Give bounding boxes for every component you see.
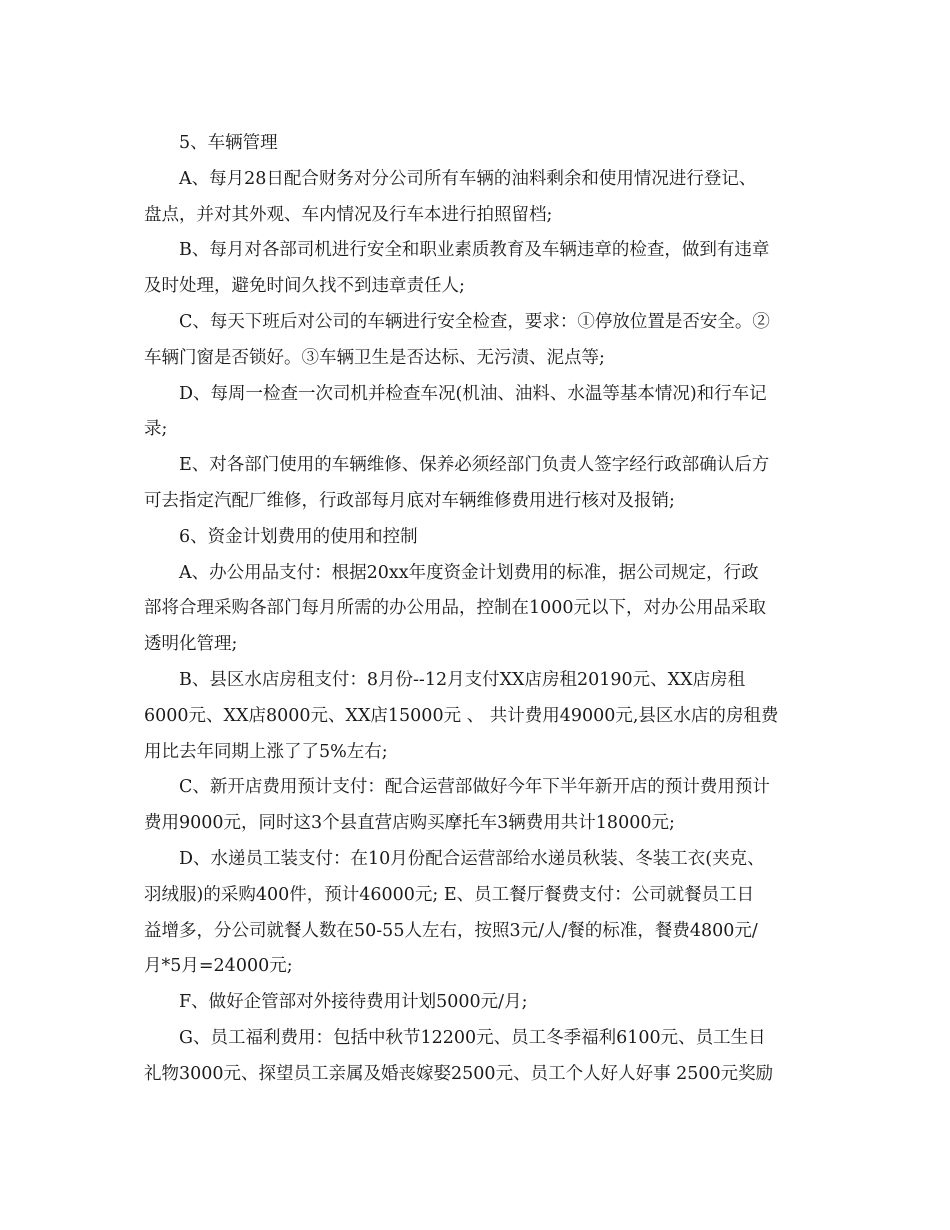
text-line: D、每周一检查一次司机并检查车况(机油、油料、水温等基本情况)和行车记	[179, 383, 767, 404]
text-line: 益增多，分公司就餐人数在50-55人左右，按照3元/人/餐的标准，餐费4800元/	[144, 920, 758, 941]
text-line: 部将合理采购各部门每月所需的办公用品，控制在1000元以下，对办公用品采取	[144, 598, 767, 619]
text-line: A、办公用品支付：根据20xx年度资金计划费用的标准，据公司规定，行政	[179, 562, 759, 583]
text-line: 及时处理，避免时间久找不到违章责任人;	[144, 276, 465, 297]
text-line: 5、车辆管理	[179, 133, 278, 153]
text-line: G、员工福利费用：包括中秋节12200元、员工冬季福利6100元、员工生日	[179, 1027, 766, 1048]
text-line: 费用9000元，同时这3个县直营店购买摩托车3辆费用共计18000元;	[144, 813, 675, 834]
text-line: C、新开店费用预计支付：配合运营部做好今年下半年新开店的预计费用预计	[179, 777, 770, 798]
text-line: 车辆门窗是否锁好。③车辆卫生是否达标、无污渍、泥点等;	[144, 347, 605, 368]
text-line: B、县区水店房租支付：8月份--12月支付XX店房租20190元、XX店房租	[179, 669, 746, 690]
text-line: B、每月对各部司机进行安全和职业素质教育及车辆违章的检查，做到有违章	[179, 240, 770, 261]
text-line: F、做好企管部对外接待费用计划5000元/月;	[179, 992, 528, 1013]
text-line: 6000元、XX店8000元、XX店15000元 、 共计费用49000元,县区水店的房租费	[144, 705, 779, 726]
document-body	[144, 126, 804, 1093]
text-line: D、水递员工装支付：在10月份配合运营部给水递员秋装、冬装工衣(夹克、	[179, 848, 765, 869]
text-line: 可去指定汽配厂维修，行政部每月底对车辆维修费用进行核对及报销;	[144, 490, 675, 511]
text-line: 礼物3000元、探望员工亲属及婚丧嫁娶2500元、员工个人好人好事 2500元奖励	[144, 1063, 774, 1084]
text-line: 月*5月=24000元;	[144, 956, 293, 977]
text-line: A、每月28日配合财务对分公司所有车辆的油料剩余和使用情况进行登记、	[179, 168, 757, 189]
text-line: 羽绒服)的采购400件，预计46000元; E、员工餐厅餐费支付：公司就餐员工日	[144, 884, 755, 905]
text-line: E、对各部门使用的车辆维修、保养必须经部门负责人签字经行政部确认后方	[179, 455, 770, 476]
text-line: 用比去年同期上涨了了5%左右;	[144, 741, 388, 762]
text-line: 盘点，并对其外观、车内情况及行车本进行拍照留档;	[144, 204, 553, 225]
text-line: C、每天下班后对公司的车辆进行安全检查，要求：①停放位置是否安全。②	[179, 311, 770, 332]
text-line: 录;	[144, 419, 168, 440]
text-line: 透明化管理;	[144, 634, 238, 655]
text-line: 6、资金计划费用的使用和控制	[179, 526, 418, 547]
